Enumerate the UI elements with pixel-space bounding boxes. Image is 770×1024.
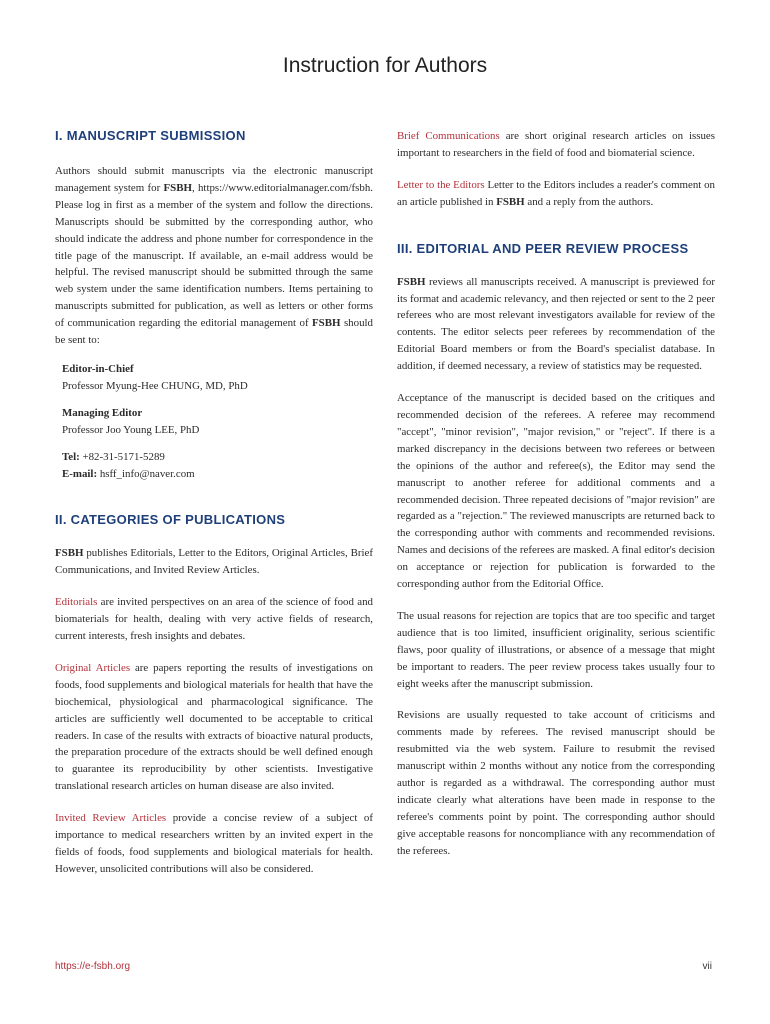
- page-number: vii: [702, 961, 712, 972]
- letter-to-editors-term: Letter to the Editors: [397, 178, 485, 191]
- section-heading-peer-review: III. EDITORIAL AND PEER REVIEW PROCESS: [397, 240, 689, 256]
- peer-review-paragraph-1: FSBH reviews all manuscripts received. A manuscript is previewed for its format and academic relevancy, and then rejected or sent to the 2 peer referees who are most relevant investigators available for review of the contents. The editor selects peer referees by recommendation of the Editorial Board members or from the Board's specialist database. In addition, if deemed necessary, a review of statistics may be requested.: [397, 275, 715, 373]
- original-articles-paragraph: Original Articles are papers reporting the results of investigations on foods, food supplements and biological materials for health that have the biochemical, physiological and pharmacological significance. The articles are sufficiently well documented to be acceptable to critical readers. In case of the results with extracts of bioactive natural products, the preparation procedure of the extracts should be well defined enough to guarantee its reproducibility by other scientists. Investigative translational research articles on human disease are also invited.: [55, 661, 374, 793]
- email: E-mail: hsff_info@naver.com: [62, 467, 195, 480]
- managing-editor-name: Professor Joo Young LEE, PhD: [62, 423, 200, 436]
- section-heading-categories: II. CATEGORIES OF PUBLICATIONS: [55, 512, 286, 528]
- right-column: [397, 128, 715, 860]
- section-heading-manuscript-submission: I. MANUSCRIPT SUBMISSION: [55, 128, 246, 143]
- brief-communications-paragraph: Brief Communications are short original research articles on issues important to researchers in the field of food and biomaterial science.: [397, 130, 715, 159]
- left-column: [55, 128, 373, 878]
- peer-review-paragraph-2: Acceptance of the manuscript is decided based on the critiques and recommended decision of the referees. A referee may recommend "accept", "minor revision", "major revision," or "reject". If there is a marked discrepancy in the decisions between two referees or between the opinions of the author and referee(s), the Editor may send the manuscript to another referee for additional comments and a recommended decision. Three repeated decisions of "major revision" are regarded as a "rejection." The reviewed manuscripts are returned back to the corresponding author with comments and recommended revisions. Names and decisions of the referees are masked. A final editor's decision on acceptance or rejection for publication is forwarded to the corresponding author from the Editorial Office.: [397, 392, 715, 591]
- editorials-paragraph: Editorials are invited perspectives on an area of the science of food and biomaterials for health, dealing with very active fields of research, current interests, fresh insights and debates.: [55, 596, 373, 643]
- categories-intro: FSBH publishes Editorials, Letter to the Editors, Original Articles, Brief Communications, and Invited Review Articles.: [55, 547, 373, 577]
- brief-communications-term: Brief Communications: [397, 130, 500, 142]
- peer-review-paragraph-3: The usual reasons for rejection are topics that are too specific and target audience that is too limited, insufficient originality, serious scientific flaws, poor quality of illustrations, or absence of a message that might be important to readers. The peer review process takes usually four to eight weeks after the manuscript submission.: [397, 609, 715, 690]
- peer-review-paragraph-4: Revisions are usually requested to take account of criticisms and comments made by referees. The revised manuscript should be resubmitted via the web system. Failure to resubmit the revised manuscript within 2 months without any notice from the corresponding author is regarded as a withdrawal. The corresponding author must indicate clearly what alterations have been made in response to the referee's comments point by point. The corresponding author should give acceptable reasons for noncompliance with any recommendation of the referees.: [397, 709, 715, 857]
- editor-in-chief-label: Editor-in-Chief: [62, 362, 134, 375]
- managing-editor-label: Managing Editor: [62, 406, 143, 419]
- editor-contacts: [55, 361, 373, 482]
- original-articles-term: Original Articles: [55, 661, 131, 674]
- invited-review-term: Invited Review Articles: [55, 812, 167, 825]
- editor-in-chief-name: Professor Myung-Hee CHUNG, MD, PhD: [62, 379, 248, 392]
- submission-paragraph: Authors should submit manuscripts via the electronic manuscript management system for FSBH, https://www.editorialmanager.com/fsbh. Please log in first as a member of the system and follow the directions. Manuscripts should be submitted by the corresponding author, who should indicate the address and phone number for correspondence in the title page of the manuscript. If available, an e-mail address would be helpful. The revised manuscript should be submitted through the same web system under the same identification numbers. Items pertaining to manuscripts submitted for publication, as well as letters or other forms of communication regarding the editorial management of FSBH should be sent to:: [55, 165, 373, 347]
- telephone: Tel: +82-31-5171-5289: [62, 450, 165, 463]
- editorials-term: Editorials: [55, 596, 98, 609]
- letter-to-editors-paragraph: Letter to the Editors Letter to the Editors includes a reader's comment on an article published in FSBH and a reply from the authors.: [397, 178, 716, 208]
- invited-review-paragraph: Invited Review Articles provide a concise review of a subject of importance to medical researchers written by an invited expert in the fields of foods, food supplements and biological materials for health. However, unsolicited contributions will also be considered.: [55, 812, 374, 875]
- footer-url-link[interactable]: https://e-fsbh.org: [55, 961, 131, 972]
- page-title: Instruction for Authors: [282, 54, 488, 77]
